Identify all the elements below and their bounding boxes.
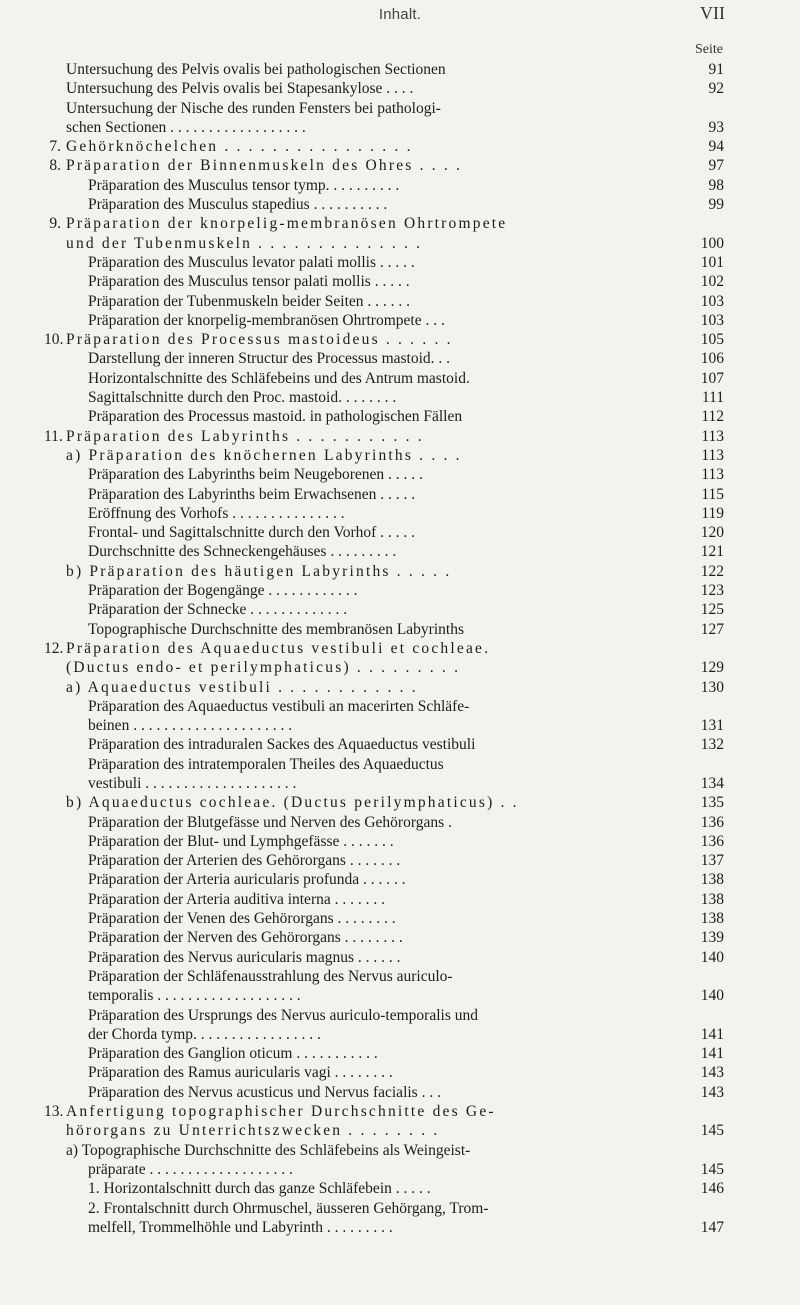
toc-entry-page: 140 (700, 948, 724, 966)
toc-entry-page: 92 (708, 80, 724, 98)
toc-entry-page: 113 (701, 446, 724, 464)
toc-entry-title: Präparation des Ramus auricularis vagi . . . . . . . . (88, 1064, 393, 1082)
page-number: VII (700, 3, 725, 23)
toc-entry (44, 716, 724, 735)
toc-entry-page: 100 (700, 234, 724, 252)
toc-entry-title: (Ductus endo- et perilymphaticus) . . . . . . . . . (66, 659, 461, 677)
toc-entry-page: 97 (708, 157, 724, 175)
toc-entry (44, 118, 724, 137)
toc-entry (44, 1102, 724, 1121)
toc-entry-page: 145 (700, 1160, 724, 1178)
toc-entry-title: Präparation der Binnenmuskeln des Ohres . . . . (66, 157, 463, 175)
toc-entry (44, 465, 724, 484)
toc-entry-title: der Chorda tymp. . . . . . . . . . . . . . . . . (88, 1025, 321, 1043)
toc-entry-page: 103 (700, 292, 724, 310)
toc-entry-page: 127 (700, 620, 724, 638)
toc-entry (44, 658, 724, 677)
toc-entry-title: Präparation des Labyrinths . . . . . . . . . . . (66, 427, 424, 445)
toc-entry-title: Darstellung der inneren Structur des Processus mastoid. . . (88, 350, 451, 368)
toc-entry-page: 115 (701, 485, 724, 503)
toc-entry (44, 620, 724, 639)
toc-entry (44, 388, 724, 407)
toc-entry-title: vestibuli . . . . . . . . . . . . . . . . . . . . (88, 774, 297, 792)
toc-entry (44, 967, 724, 986)
toc-entry-title: Präparation des Musculus stapedius . . . . . . . . . . (88, 196, 388, 214)
toc-entry (44, 99, 724, 118)
toc-entry-title: Präparation des Processus mastoideus . . . . . . (66, 331, 453, 349)
toc-entry (44, 735, 724, 754)
toc-entry-title: beinen . . . . . . . . . . . . . . . . . . . . . (88, 717, 293, 735)
toc-entry (44, 407, 724, 426)
toc-entry-page: 134 (700, 774, 724, 792)
toc-entry-title: Eröffnung des Vorhofs . . . . . . . . . . . . . . . (88, 504, 345, 522)
toc-entry (44, 890, 724, 909)
toc-entry-page: 139 (700, 929, 724, 947)
toc-entry (44, 581, 724, 600)
toc-entry-title: b) Präparation des häutigen Labyrinths . . . . . (66, 562, 452, 580)
toc-entry-title: Präparation der Arterien des Gehörorgans . . . . . . . (88, 852, 401, 870)
toc-entry (44, 1141, 724, 1160)
toc-entry-title: melfell, Trommelhöhle und Labyrinth . . . . . . . . . (88, 1218, 393, 1236)
toc-entry-title: Präparation der knorpelig-membranösen Ohrtrompete (66, 215, 508, 233)
toc-entry (44, 311, 724, 330)
toc-entry (44, 330, 724, 349)
toc-entry-title: Präparation der Arteria auditiva interna . . . . . . . (88, 890, 385, 908)
toc-entry (44, 1218, 724, 1237)
toc-entry-page: 101 (700, 253, 724, 271)
toc-entry-page: 143 (700, 1083, 724, 1101)
toc-entry-title: Präparation des Nervus acusticus und Nervus facialis . . . (88, 1083, 441, 1101)
toc-entry-title: 2. Frontalschnitt durch Ohrmuschel, äusseren Gehörgang, Trom- (88, 1199, 489, 1217)
page-column-label: Seite (695, 42, 723, 57)
toc-entry-number: 10. (44, 331, 64, 349)
toc-entry (44, 774, 724, 793)
toc-entry-title: temporalis . . . . . . . . . . . . . . . . . . . (88, 987, 301, 1005)
toc-entry (44, 349, 724, 368)
toc-entry (44, 600, 724, 619)
toc-entry (44, 1121, 724, 1140)
toc-entry-title: Präparation der knorpelig-membranösen Ohrtrompete . . . (88, 311, 445, 329)
toc-entry-title: Präparation der Tubenmuskeln beider Seiten . . . . . . (88, 292, 411, 310)
toc-entry-page: 129 (700, 659, 724, 677)
toc-entry-title: 1. Horizontalschnitt durch das ganze Schläfebein . . . . . (88, 1180, 431, 1198)
toc-entry (44, 986, 724, 1005)
toc-entry (44, 1083, 724, 1102)
toc-entry (44, 851, 724, 870)
toc-entry (44, 1006, 724, 1025)
toc-entry-title: Präparation des Musculus tensor tymp. . . . . . . . . . (88, 176, 400, 194)
toc-entry (44, 948, 724, 967)
toc-entry (44, 1063, 724, 1082)
toc-entry-title: präparate . . . . . . . . . . . . . . . . . . . (88, 1160, 293, 1178)
toc-entry-page: 138 (700, 910, 724, 928)
toc-entry-number: 11. (44, 427, 63, 445)
toc-entry-page: 138 (700, 871, 724, 889)
toc-entry (44, 1044, 724, 1063)
toc-entry-title: Präparation des Aquaeductus vestibuli an macerirten Schläfe- (88, 697, 470, 715)
toc-entry (44, 755, 724, 774)
toc-entry (44, 446, 724, 465)
toc-entry-title: Anfertigung topographischer Durchschnitte des Ge- (66, 1103, 496, 1121)
toc-entry-page: 132 (700, 736, 724, 754)
toc-entry (44, 272, 724, 291)
toc-entry (44, 369, 724, 388)
toc-entry-page: 91 (708, 61, 724, 78)
toc-entry (44, 813, 724, 832)
table-of-contents (44, 60, 724, 1237)
toc-entry-page: 107 (700, 369, 724, 387)
toc-entry-page: 135 (700, 794, 724, 812)
toc-entry-title: Präparation der Venen des Gehörorgans . . . . . . . . (88, 910, 396, 928)
toc-entry-title: Präparation der Nerven des Gehörorgans . . . . . . . . (88, 929, 403, 947)
toc-entry-page: 120 (700, 524, 724, 542)
toc-entry (44, 253, 724, 272)
toc-entry-page: 98 (708, 176, 724, 194)
toc-entry-page: 136 (700, 813, 724, 831)
toc-entry-title: Präparation der Blutgefässe und Nerven des Gehörorgans . (88, 813, 452, 831)
toc-entry-title: Topographische Durchschnitte des membranösen Labyrinths (88, 620, 464, 638)
toc-entry-number: 7. (49, 138, 61, 156)
toc-entry (44, 195, 724, 214)
toc-entry (44, 639, 724, 658)
toc-entry-page: 111 (701, 389, 724, 407)
toc-entry-page: 94 (708, 138, 724, 156)
toc-entry (44, 1199, 724, 1218)
toc-entry-title: hörorgans zu Unterrichtszwecken . . . . . . . . (66, 1122, 440, 1140)
toc-entry (44, 137, 724, 156)
toc-entry-page: 146 (700, 1180, 724, 1198)
toc-entry-page: 137 (700, 852, 724, 870)
toc-entry-page: 122 (700, 562, 724, 580)
toc-entry-title: Präparation des Aquaeductus vestibuli et cochleae. (66, 639, 491, 657)
toc-entry-page: 131 (700, 717, 724, 735)
toc-entry-title: Präparation des Nervus auricularis magnus . . . . . . (88, 948, 401, 966)
toc-entry-page: 125 (700, 601, 724, 619)
toc-entry-title: Untersuchung des Pelvis ovalis bei Stapesankylose . . . . (66, 80, 414, 98)
toc-entry (44, 870, 724, 889)
toc-entry (44, 79, 724, 98)
toc-entry-title: Präparation des Ganglion oticum . . . . . . . . . . . (88, 1045, 378, 1063)
toc-entry-page: 105 (700, 331, 724, 349)
toc-entry (44, 832, 724, 851)
toc-entry (44, 504, 724, 523)
toc-entry (44, 60, 724, 79)
toc-entry (44, 1025, 724, 1044)
toc-entry (44, 292, 724, 311)
toc-entry-title: Präparation des Musculus levator palati mollis . . . . . (88, 253, 415, 271)
toc-entry-page: 141 (700, 1025, 724, 1043)
toc-entry (44, 1179, 724, 1198)
toc-entry (44, 909, 724, 928)
toc-entry-title: Präparation der Schläfenausstrahlung des Nervus auriculo- (88, 967, 453, 985)
toc-entry-page: 123 (700, 582, 724, 600)
toc-entry-title: und der Tubenmuskeln . . . . . . . . . . . . . . (66, 234, 423, 252)
toc-entry-number: 8. (49, 157, 61, 175)
toc-entry (44, 542, 724, 561)
toc-entry-page: 138 (700, 890, 724, 908)
toc-entry-title: a) Topographische Durchschnitte des Schläfebeins als Weingeist- (66, 1141, 471, 1159)
toc-entry-title: Sagittalschnitte durch den Proc. mastoid. . . . . . . . (88, 389, 397, 407)
toc-entry-title: Untersuchung der Nische des runden Fensters bei pathologi- (66, 99, 441, 117)
toc-entry-page: 130 (700, 678, 724, 696)
toc-entry-title: Präparation der Bogengänge . . . . . . . . . . . . (88, 582, 358, 600)
toc-entry-page: 113 (701, 466, 724, 484)
toc-entry-title: Präparation des Musculus tensor palati mollis . . . . . (88, 273, 410, 291)
toc-entry (44, 678, 724, 697)
toc-entry (44, 156, 724, 175)
toc-entry-number: 12. (44, 639, 64, 657)
toc-entry-page: 99 (708, 196, 724, 214)
toc-entry (44, 697, 724, 716)
toc-entry-title: Gehörknöchelchen . . . . . . . . . . . . . . . . (66, 138, 413, 156)
toc-entry-page: 102 (700, 273, 724, 291)
toc-entry (44, 562, 724, 581)
toc-entry-title: Präparation der Arteria auricularis profunda . . . . . . (88, 871, 406, 889)
toc-entry-title: Präparation des Labyrinths beim Neugeborenen . . . . . (88, 466, 423, 484)
toc-entry-title: Präparation des Labyrinths beim Erwachsenen . . . . . (88, 485, 416, 503)
toc-entry-page: 106 (700, 350, 724, 368)
toc-entry (44, 214, 724, 233)
toc-entry-title: Präparation des Processus mastoid. in pathologischen Fällen (88, 408, 463, 426)
toc-entry-page: 145 (700, 1122, 724, 1140)
toc-entry-page: 147 (700, 1218, 724, 1236)
toc-entry-page: 140 (700, 987, 724, 1005)
toc-entry-page: 136 (700, 832, 724, 850)
toc-entry (44, 928, 724, 947)
toc-entry-title: Untersuchung des Pelvis ovalis bei pathologischen Sectionen (66, 61, 446, 78)
running-title: Inhalt. (378, 6, 422, 23)
toc-entry-page: 103 (700, 311, 724, 329)
toc-entry-title: Horizontalschnitte des Schläfebeins und des Antrum mastoid. (88, 369, 470, 387)
toc-entry-page: 143 (700, 1064, 724, 1082)
toc-entry-title: Präparation der Blut- und Lymphgefässe . . . . . . . (88, 832, 394, 850)
toc-entry-page: 119 (701, 504, 724, 522)
toc-entry (44, 176, 724, 195)
toc-entry-title: Präparation der Schnecke . . . . . . . . . . . . . (88, 601, 348, 619)
toc-entry-page: 112 (701, 408, 724, 426)
toc-entry-title: b) Aquaeductus cochleae. (Ductus perilymphaticus) . . (66, 794, 519, 812)
toc-entry-title: Präparation des intratemporalen Theiles des Aquaeductus (88, 755, 444, 773)
toc-entry-title: Präparation des Ursprungs des Nervus auriculo-temporalis und (88, 1006, 478, 1024)
toc-entry-page: 113 (701, 427, 724, 445)
toc-entry (44, 427, 724, 446)
toc-entry (44, 523, 724, 542)
toc-entry-title: Frontal- und Sagittalschnitte durch den Vorhof . . . . . (88, 524, 416, 542)
toc-entry (44, 485, 724, 504)
toc-entry-title: a) Präparation des knöchernen Labyrinths . . . . (66, 446, 462, 464)
toc-entry-title: Durchschnitte des Schneckengehäuses . . . . . . . . . (88, 543, 397, 561)
toc-entry-title: a) Aquaeductus vestibuli . . . . . . . . . . . . (66, 678, 418, 696)
toc-entry-page: 121 (700, 543, 724, 561)
toc-entry-page: 141 (700, 1045, 724, 1063)
toc-entry-number: 13. (44, 1103, 64, 1121)
toc-entry-number: 9. (49, 215, 61, 233)
toc-entry (44, 1160, 724, 1179)
toc-entry (44, 234, 724, 253)
toc-entry-title: schen Sectionen . . . . . . . . . . . . . . . . . . (66, 118, 306, 136)
toc-entry-title: Präparation des intraduralen Sackes des Aquaeductus vestibuli (88, 736, 476, 754)
toc-entry-page: 93 (708, 118, 724, 136)
toc-entry (44, 793, 724, 812)
